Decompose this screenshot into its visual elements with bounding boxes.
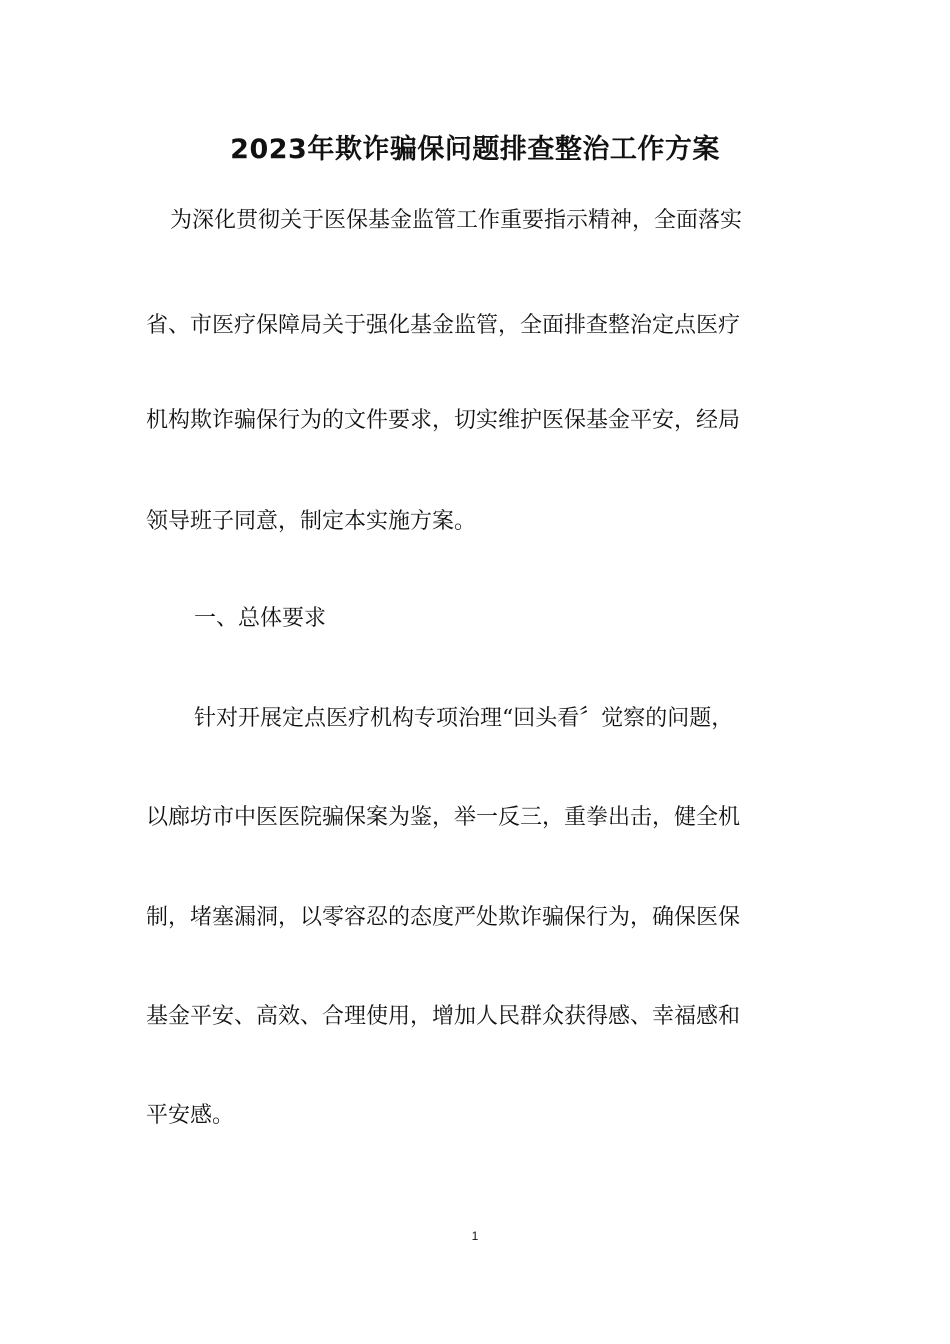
paragraph-1-line-1: 为深化贯彻关于医保基金监管工作重要指示精神，全面落实 <box>170 208 743 233</box>
document-title: 2023年欺诈骗保问题排查整治工作方案 <box>230 134 720 165</box>
paragraph-2-line-3: 制，堵塞漏洞，以零容忍的态度严处欺诈骗保行为，确保医保 <box>146 905 741 930</box>
section-heading: 一、总体要求 <box>194 606 327 631</box>
paragraph-2-line-2: 以廊坊市中医医院骗保案为鉴，举一反三，重拳出击，健全机 <box>146 805 741 830</box>
paragraph-2-line-1: 针对开展定点医疗机构专项治理“回头看〞觉察的问题， <box>194 706 734 731</box>
page-number: 1 <box>471 1229 479 1243</box>
paragraph-2-line-5: 平安感。 <box>146 1103 235 1128</box>
paragraph-2-line-4: 基金平安、高效、合理使用，增加人民群众获得感、幸福感和 <box>146 1004 741 1029</box>
paragraph-1-line-4: 领导班子同意，制定本实施方案。 <box>146 509 477 534</box>
paragraph-1-line-3: 机构欺诈骗保行为的文件要求，切实维护医保基金平安，经局 <box>146 408 741 433</box>
paragraph-1-line-2: 省、市医疗保障局关于强化基金监管，全面排查整治定点医疗 <box>146 313 741 338</box>
